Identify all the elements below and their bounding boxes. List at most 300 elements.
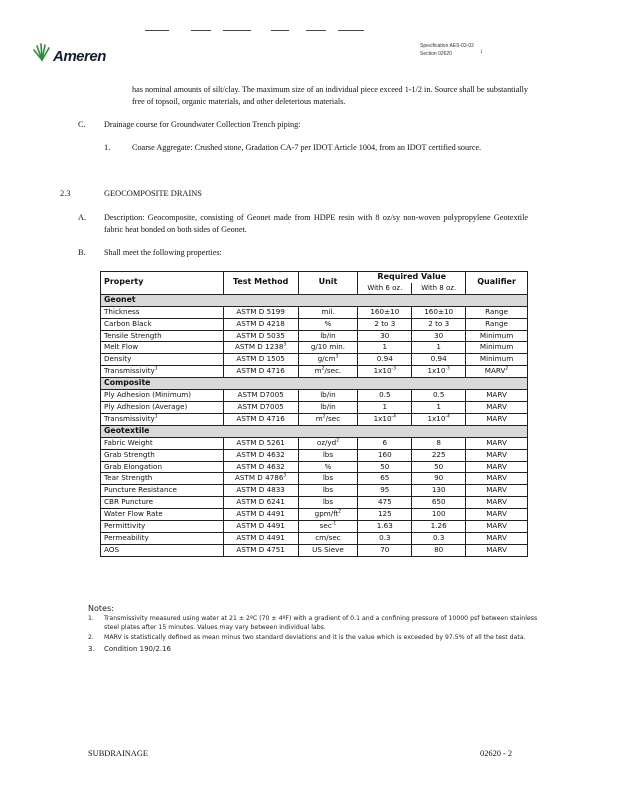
item-c1-text: Coarse Aggregate: Crushed stone, Gradation CA-7 per IDOT Article 1004, from an IDOT certified source. (132, 143, 482, 152)
value-8oz-cell (412, 330, 466, 342)
unit-cell-value: g/10 min. (310, 342, 346, 352)
value-8oz-cell-value: 1 (436, 342, 441, 352)
property-cell (101, 318, 224, 330)
value-6oz-cell (358, 497, 412, 509)
unit-cell (298, 342, 358, 354)
value-6oz-cell (358, 366, 412, 378)
value-8oz-cell-value: 1x10 (427, 413, 446, 423)
test-method-cell (223, 437, 298, 449)
value-6oz-cell-value: 30 (380, 330, 390, 340)
unit-cell (298, 544, 358, 556)
test-method-cell-value: ASTM D 6241 (236, 497, 285, 507)
unit-cell-superscript: 2 (336, 438, 340, 444)
value-6oz-cell-value: 0.3 (379, 532, 391, 542)
test-method-cell (223, 342, 298, 354)
note-number: 3. (88, 645, 95, 654)
value-6oz-cell-value: 125 (377, 509, 392, 519)
unit-cell (298, 521, 358, 533)
test-method-cell (223, 318, 298, 330)
qualifier-cell (466, 473, 528, 485)
unit-cell-value: lb/in (320, 401, 336, 411)
value-8oz-cell (412, 437, 466, 449)
unit-cell-superscript: 3 (335, 354, 339, 360)
test-method-cell (223, 306, 298, 318)
test-method-cell-value: ASTM D 4218 (236, 318, 285, 328)
test-method-cell (223, 401, 298, 413)
property-cell (101, 306, 224, 318)
unit-cell-suffix: /sec. (324, 366, 342, 376)
qualifier-cell-value: MARV (486, 473, 507, 483)
qualifier-cell-value: MARV (486, 509, 507, 519)
note-text: Condition 190/2.16 (104, 645, 171, 654)
section-name: Geotextile (101, 425, 528, 437)
unit-cell (298, 485, 358, 497)
value-6oz-cell (358, 521, 412, 533)
header-unit: Unit (298, 272, 358, 295)
property-cell (101, 330, 224, 342)
item-c-text: Drainage course for Groundwater Collection Trench piping: (104, 120, 301, 129)
qualifier-cell (466, 497, 528, 509)
unit-cell-value: lbs (322, 497, 334, 507)
qualifier-cell (466, 521, 528, 533)
unit-cell-value: US Sieve (312, 544, 344, 554)
qualifier-cell (466, 354, 528, 366)
unit-cell (298, 306, 358, 318)
test-method-cell (223, 509, 298, 521)
value-6oz-cell (358, 449, 412, 461)
item-a-text: Description: Geocomposite, consisting of Geonet made from HDPE resin with 8 oz/sy non-woven polypropylene Geotextile fabric heat bonded on both sides of Geonet. (104, 213, 528, 234)
property-cell (101, 485, 224, 497)
company-logo (30, 40, 140, 68)
qualifier-cell (466, 306, 528, 318)
unit-cell (298, 413, 358, 425)
test-method-cell-value: ASTM D 1238 (234, 342, 284, 352)
unit-cell-value: cm/sec (315, 532, 341, 542)
unit-cell-value: lbs (322, 473, 334, 483)
value-8oz-cell-value: 80 (434, 544, 444, 554)
property-cell-value: Permittivity (104, 521, 146, 531)
value-8oz-cell-value: 225 (431, 449, 446, 459)
table-section-row (101, 425, 528, 437)
test-method-cell (223, 521, 298, 533)
value-6oz-cell-value: 65 (380, 473, 390, 483)
qualifier-cell-superscript: 2 (505, 366, 509, 372)
qualifier-cell (466, 390, 528, 402)
unit-cell-superscript: -1 (331, 521, 337, 527)
property-cell (101, 509, 224, 521)
value-8oz-cell-value: 0.5 (432, 390, 445, 400)
value-6oz-cell-value: 475 (377, 497, 392, 507)
value-6oz-cell (358, 354, 412, 366)
qualifier-cell-value: Range (485, 306, 508, 316)
test-method-cell-value: ASTM D 5199 (236, 306, 285, 316)
test-method-cell (223, 390, 298, 402)
table-section-row (101, 294, 528, 306)
table-row (101, 449, 528, 461)
test-method-cell-value: ASTM D 4491 (236, 509, 285, 519)
note-item (88, 645, 540, 654)
unit-cell-value: m (314, 366, 322, 376)
table-row (101, 497, 528, 509)
value-6oz-cell-superscript: -3 (391, 366, 397, 372)
value-6oz-cell-value: 0.5 (379, 390, 391, 400)
value-6oz-cell-value: 1 (382, 401, 388, 411)
unit-cell (298, 330, 358, 342)
value-6oz-cell-value: 1x10 (373, 366, 392, 376)
qualifier-cell-value: MARV (486, 485, 507, 495)
unit-cell (298, 497, 358, 509)
value-8oz-cell (412, 306, 466, 318)
value-8oz-cell-value: 1x10 (427, 366, 446, 376)
table-row (101, 521, 528, 533)
property-cell-value: Grab Strength (104, 449, 155, 459)
property-cell-value: Tear Strength (104, 473, 153, 483)
unit-cell-value: g/cm (317, 354, 336, 364)
test-method-cell-value: ASTM D 4491 (236, 532, 285, 542)
value-8oz-cell-value: 650 (431, 497, 446, 507)
value-8oz-cell-value: 130 (431, 485, 446, 495)
unit-cell-value: lbs (322, 449, 334, 459)
qualifier-cell-value: MARV (486, 413, 507, 423)
qualifier-cell-value: MARV (484, 366, 506, 376)
unit-cell (298, 318, 358, 330)
ameren-leaf-icon (30, 40, 54, 64)
header-property: Property (101, 272, 224, 295)
value-6oz-cell (358, 532, 412, 544)
unit-cell-superscript: 2 (322, 414, 326, 420)
qualifier-cell-value: Minimum (479, 342, 514, 352)
table-row (101, 401, 528, 413)
value-8oz-cell-value: 30 (434, 330, 444, 340)
value-6oz-cell (358, 413, 412, 425)
value-8oz-cell (412, 342, 466, 354)
item-b-text: Shall meet the following properties: (104, 248, 222, 257)
value-6oz-cell (358, 544, 412, 556)
unit-cell (298, 473, 358, 485)
table-row (101, 318, 528, 330)
value-8oz-cell (412, 413, 466, 425)
spec-reference (420, 42, 474, 58)
subheader-8oz: With 8 oz. (412, 283, 466, 294)
property-cell (101, 390, 224, 402)
property-cell-value: Tensile Strength (104, 330, 162, 340)
table-row (101, 437, 528, 449)
value-8oz-cell (412, 544, 466, 556)
qualifier-cell (466, 449, 528, 461)
value-6oz-cell-value: 160 (377, 449, 392, 459)
property-cell-superscript: 1 (154, 366, 158, 372)
table-section-row (101, 378, 528, 390)
property-cell-value: Thickness (104, 306, 140, 316)
table-row (101, 544, 528, 556)
header-required-value: Required Value (358, 272, 466, 283)
item-c-label: C. (78, 120, 86, 129)
qualifier-cell-value: MARV (486, 521, 507, 531)
test-method-cell-value: ASTM D 5261 (236, 437, 285, 447)
unit-cell-value: oz/yd (316, 437, 337, 447)
value-6oz-cell (358, 473, 412, 485)
property-cell-value: Transmissivity (104, 413, 155, 423)
qualifier-cell-value: Range (485, 318, 508, 328)
property-cell-superscript: 1 (154, 414, 158, 420)
qualifier-cell (466, 413, 528, 425)
table-row (101, 485, 528, 497)
qualifier-cell-value: Minimum (479, 354, 514, 364)
property-cell (101, 532, 224, 544)
value-6oz-cell (358, 318, 412, 330)
value-6oz-cell (358, 485, 412, 497)
unit-cell (298, 437, 358, 449)
value-8oz-cell (412, 521, 466, 533)
property-cell (101, 544, 224, 556)
test-method-cell-value: ASTM D7005 (237, 401, 284, 411)
footer-page-number: 02620 - 2 (480, 749, 513, 758)
qualifier-cell-value: MARV (486, 461, 507, 471)
table-row (101, 354, 528, 366)
test-method-cell-value: ASTM D 4632 (236, 449, 285, 459)
property-cell-value: Melt Flow (104, 342, 139, 352)
test-method-cell (223, 497, 298, 509)
continued-paragraph: has nominal amounts of silt/clay. The maximum size of an individual piece exceed 1-1/2 in. Source shall be substantially free of topsoil, organic materials, and other deleterious materials. (132, 85, 528, 106)
section-name: Geonet (101, 294, 528, 306)
table-row (101, 342, 528, 354)
unit-cell-value: lb/in (320, 390, 336, 400)
test-method-cell (223, 449, 298, 461)
qualifier-cell (466, 461, 528, 473)
qualifier-cell-value: MARV (486, 401, 507, 411)
test-method-cell-value: ASTM D 4786 (234, 473, 284, 483)
note-item (88, 634, 540, 643)
qualifier-cell (466, 544, 528, 556)
value-6oz-cell (358, 509, 412, 521)
value-8oz-cell-value: 90 (434, 473, 444, 483)
notes-title: Notes: (88, 604, 114, 613)
value-6oz-cell-value: 1.63 (376, 521, 393, 531)
test-method-cell (223, 532, 298, 544)
qualifier-cell (466, 318, 528, 330)
property-cell-value: Grab Elongation (104, 461, 163, 471)
value-6oz-cell-value: 1x10 (373, 413, 392, 423)
property-cell-value: AOS (104, 544, 120, 554)
value-6oz-cell-value: 0.94 (376, 354, 393, 364)
value-6oz-cell-value: 70 (380, 544, 390, 554)
value-8oz-cell-value: 1 (436, 401, 441, 411)
value-8oz-cell-value: 2 to 3 (428, 318, 450, 328)
test-method-cell-value: ASTM D 4716 (236, 366, 285, 376)
value-6oz-cell-value: 1 (382, 342, 388, 352)
value-8oz-cell (412, 354, 466, 366)
table-row (101, 330, 528, 342)
test-method-cell-value: ASTM D 4751 (236, 544, 285, 554)
company-name: Ameren (53, 48, 106, 65)
property-cell (101, 413, 224, 425)
property-cell (101, 497, 224, 509)
qualifier-cell (466, 485, 528, 497)
value-6oz-cell (358, 437, 412, 449)
unit-cell-value: m (315, 413, 323, 423)
property-cell-value: Ply Adhesion (Average) (104, 401, 188, 411)
test-method-cell-value: ASTM D 1505 (236, 354, 285, 364)
qualifier-cell-value: Minimum (479, 330, 514, 340)
unit-cell (298, 532, 358, 544)
qualifier-cell (466, 401, 528, 413)
value-8oz-cell (412, 485, 466, 497)
property-cell-value: Ply Adhesion (Minimum) (104, 390, 192, 400)
unit-cell-superscript: 2 (338, 509, 342, 515)
header-page-marker: 1 (480, 50, 483, 55)
test-method-cell-value: ASTM D7005 (237, 390, 284, 400)
qualifier-cell-value: MARV (486, 497, 507, 507)
unit-cell (298, 366, 358, 378)
qualifier-cell-value: MARV (486, 449, 507, 459)
value-6oz-cell-value: 160±10 (370, 306, 400, 316)
header-rule (338, 30, 364, 31)
qualifier-cell-value: MARV (486, 532, 507, 542)
test-method-cell-value: ASTM D 4632 (236, 461, 285, 471)
note-text: Transmissivity measured using water at 21 ± 2ºC (70 ± 4ºF) with a gradient of 0.1 and a confining pressure of 10000 psf between stainless steel plates after 15 minutes. Values may vary between individual labs. (104, 615, 538, 631)
table-row (101, 413, 528, 425)
value-6oz-cell (358, 306, 412, 318)
value-6oz-cell-value: 6 (382, 437, 388, 447)
spec-section: Section 02620 (420, 51, 452, 57)
header-test-method: Test Method (223, 272, 298, 295)
table-row (101, 461, 528, 473)
value-8oz-cell (412, 318, 466, 330)
qualifier-cell (466, 509, 528, 521)
unit-cell-value: % (324, 461, 332, 471)
value-6oz-cell-superscript: -4 (391, 414, 397, 420)
table-row (101, 306, 528, 318)
item-c1-label: 1. (104, 143, 111, 152)
value-8oz-cell-value: 0.94 (430, 354, 447, 364)
test-method-cell (223, 330, 298, 342)
qualifier-cell-value: MARV (486, 390, 507, 400)
property-cell (101, 449, 224, 461)
property-cell-value: Puncture Resistance (104, 485, 177, 495)
property-cell (101, 461, 224, 473)
table-row (101, 390, 528, 402)
unit-cell (298, 509, 358, 521)
value-6oz-cell-value: 50 (380, 461, 390, 471)
section-name: Composite (101, 378, 528, 390)
header-rule (223, 30, 251, 31)
note-number: 2. (88, 633, 94, 641)
item-a-label: A. (78, 213, 87, 222)
property-cell-value: Carbon Black (104, 318, 152, 328)
value-6oz-cell (358, 342, 412, 354)
value-6oz-cell (358, 330, 412, 342)
unit-cell (298, 354, 358, 366)
unit-cell-suffix: /sec (325, 413, 341, 423)
section-number: 2.3 (60, 189, 71, 198)
qualifier-cell (466, 532, 528, 544)
test-method-cell-superscript: 3 (283, 474, 287, 480)
value-8oz-cell (412, 449, 466, 461)
property-cell-value: Water Flow Rate (104, 509, 163, 519)
subheader-6oz: With 6 oz. (358, 283, 412, 294)
table-header-row (101, 272, 528, 283)
value-8oz-cell (412, 509, 466, 521)
unit-cell (298, 461, 358, 473)
header-rule (306, 30, 326, 31)
property-cell-value: CBR Puncture (104, 497, 154, 507)
item-b-label: B. (78, 248, 86, 257)
table-row (101, 532, 528, 544)
unit-cell (298, 401, 358, 413)
test-method-cell-value: ASTM D 5035 (236, 330, 285, 340)
unit-cell-value: gpm/ft (314, 509, 339, 519)
value-8oz-cell (412, 532, 466, 544)
property-cell (101, 342, 224, 354)
test-method-cell (223, 473, 298, 485)
value-8oz-cell (412, 473, 466, 485)
value-8oz-cell-value: 160±10 (424, 306, 454, 316)
value-8oz-cell-value: 100 (431, 509, 446, 519)
value-6oz-cell (358, 390, 412, 402)
property-cell-value: Fabric Weight (104, 437, 153, 447)
footer-section-name: SUBDRAINAGE (88, 749, 149, 758)
property-cell (101, 401, 224, 413)
value-8oz-cell (412, 461, 466, 473)
header-rule (191, 30, 211, 31)
value-6oz-cell-value: 2 to 3 (374, 318, 396, 328)
value-8oz-cell-value: 8 (436, 437, 441, 447)
qualifier-cell (466, 366, 528, 378)
section-title: GEOCOMPOSITE DRAINS (104, 189, 202, 198)
qualifier-cell (466, 437, 528, 449)
property-cell (101, 437, 224, 449)
value-6oz-cell-value: 95 (380, 485, 390, 495)
property-cell (101, 366, 224, 378)
property-cell-value: Transmissivity (104, 366, 155, 376)
properties-table (100, 271, 528, 557)
note-text: MARV is statistically defined as mean minus two standard deviations and it is the value which is exceeded by 97.5% of all the test data. (104, 633, 526, 641)
test-method-cell (223, 366, 298, 378)
test-method-cell (223, 485, 298, 497)
unit-cell-value: lb/in (320, 330, 336, 340)
unit-cell-value: sec (319, 521, 332, 531)
qualifier-cell-value: MARV (486, 544, 507, 554)
note-number: 1. (88, 615, 94, 622)
header-rule (145, 30, 169, 31)
unit-cell-value: lbs (322, 485, 334, 495)
test-method-cell-value: ASTM D 4491 (236, 521, 285, 531)
test-method-cell-value: ASTM D 4716 (236, 413, 285, 423)
test-method-cell-value: ASTM D 4833 (236, 485, 285, 495)
table-row (101, 473, 528, 485)
unit-cell-value: % (324, 318, 332, 328)
value-8oz-cell-value: 1.26 (430, 521, 447, 531)
value-8oz-cell (412, 390, 466, 402)
value-6oz-cell (358, 401, 412, 413)
value-8oz-cell-value: 50 (434, 461, 444, 471)
unit-cell (298, 390, 358, 402)
test-method-cell-superscript: 3 (283, 343, 287, 349)
property-cell-value: Permeability (104, 532, 149, 542)
value-8oz-cell-value: 0.3 (432, 532, 445, 542)
value-8oz-cell (412, 366, 466, 378)
qualifier-cell-value: MARV (486, 437, 507, 447)
note-item (88, 615, 540, 633)
value-8oz-cell-superscript: -4 (445, 414, 450, 420)
test-method-cell (223, 544, 298, 556)
unit-cell-value: mil. (321, 306, 335, 316)
property-cell (101, 354, 224, 366)
unit-cell-superscript: 2 (321, 366, 325, 372)
qualifier-cell (466, 342, 528, 354)
test-method-cell (223, 413, 298, 425)
qualifier-cell (466, 330, 528, 342)
